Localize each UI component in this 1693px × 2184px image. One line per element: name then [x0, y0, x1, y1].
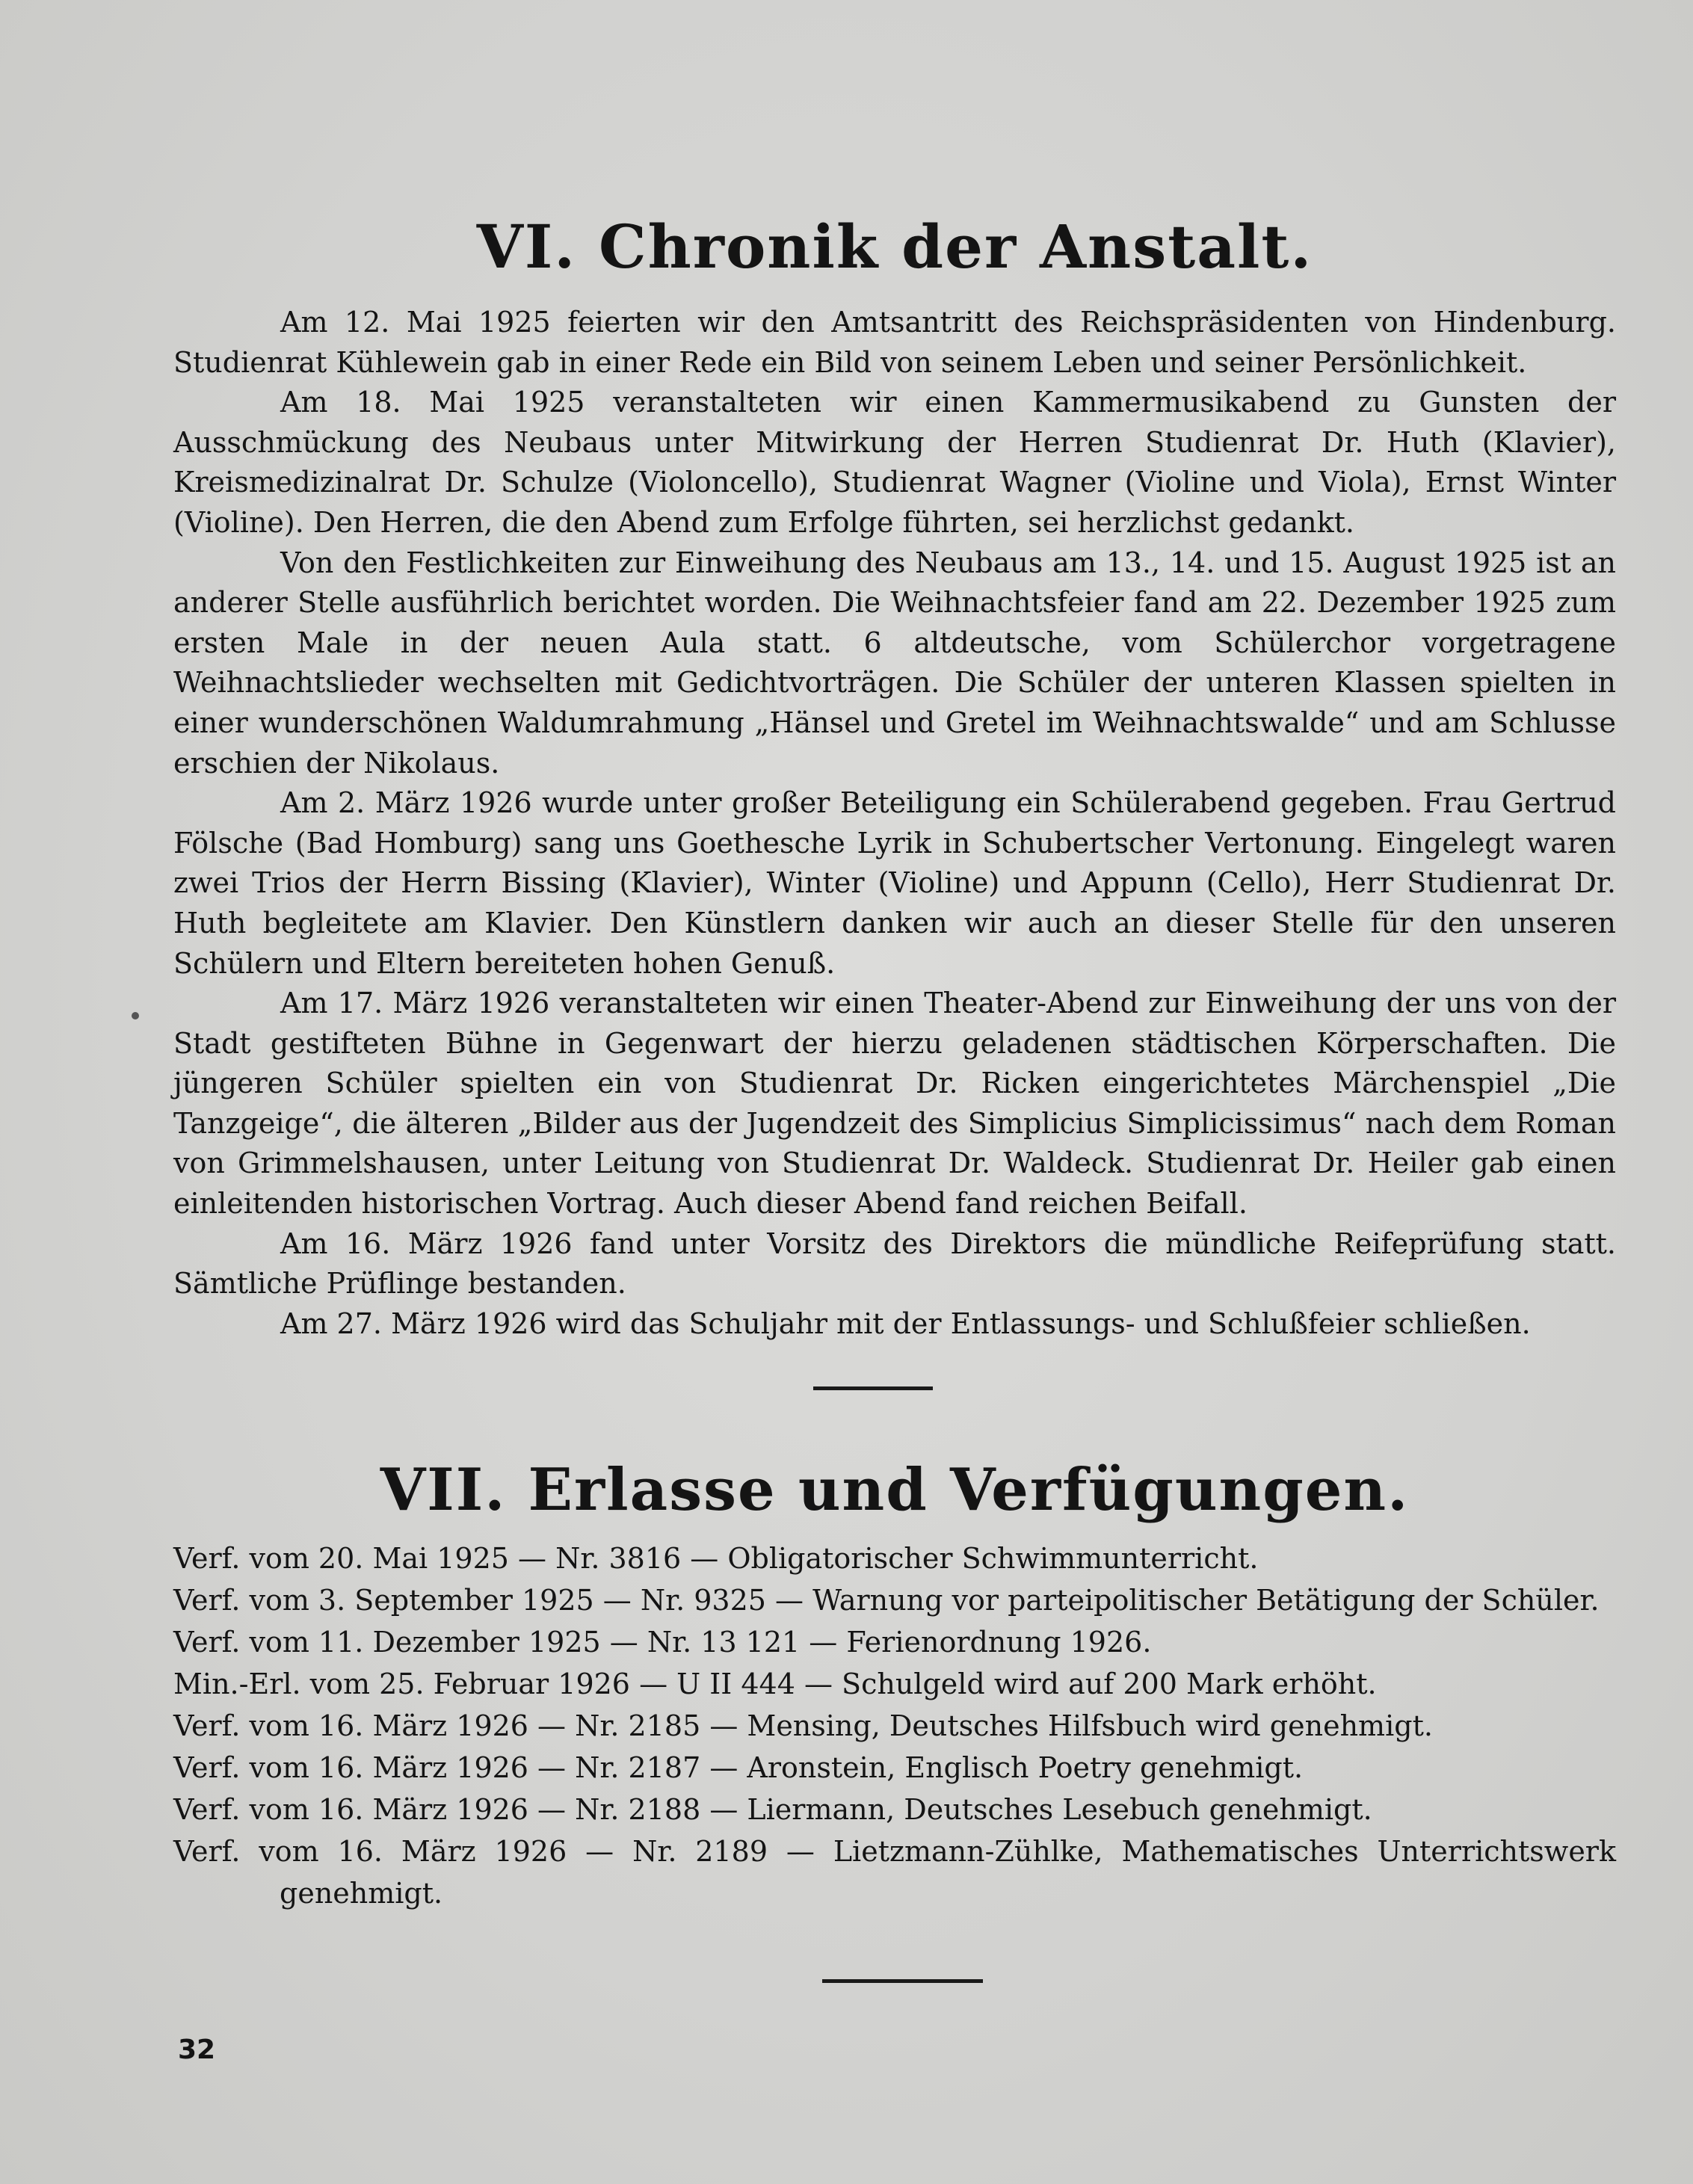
- section-divider: [813, 1386, 933, 1390]
- decree-item: Verf. vom 11. Dezember 1925 — Nr. 13 121 — Ferienordnung 1926.: [173, 1626, 1152, 1659]
- chronicle-paragraph: Am 17. März 1926 veranstalteten wir einen Theater-Abend zur Einweihung der uns von der Stadt gestifteten Bühne in Gegenwart der hierzu geladenen städtischen Körperschaften. Die jüngeren Schüler spielten ein von Studienrat Dr. Ricken eingerichtetes Märchenspiel „Die Tanzgeige“, die älteren „Bilder aus der Jugendzeit des Simplicius Simplicissimus“ nach dem Roman von Grimmelshausen, unter Leitung von Studienrat Dr. Waldeck. Studienrat Dr. Heiler gab einen einleitenden historischen Vortrag. Auch dieser Abend fand reichen Beifall.: [173, 987, 1616, 1221]
- decree-item: Verf. vom 16. März 1926 — Nr. 2187 — Aronstein, Englisch Poetry genehmigt.: [173, 1751, 1304, 1784]
- decree-list: [173, 1537, 1616, 1914]
- section-vi-body: [173, 303, 1616, 1344]
- chronicle-paragraph: Am 2. März 1926 wurde unter großer Beteiligung ein Schülerabend gegeben. Frau Gertrud Fölsche (Bad Homburg) sang uns Goethesche Lyrik in Schubertscher Vertonung. Eingelegt waren zwei Trios der Herrn Bissing (Klavier), Winter (Violine) und Appunn (Cello), Herr Studienrat Dr. Huth begleitete am Klavier. Den Künstlern danken wir auch an dieser Stelle für den unseren Schülern und Eltern bereiteten hohen Genuß.: [173, 786, 1616, 980]
- decree-item: Verf. vom 16. März 1926 — Nr. 2189 — Lietzmann-Zühlke, Mathematisches Unterrichtswerk genehmigt.: [173, 1835, 1616, 1910]
- section-vi-heading: VI. Chronik der Anstalt.: [476, 212, 1313, 282]
- print-speck: [132, 1012, 139, 1019]
- page-number: 32: [178, 2035, 216, 2065]
- section-vii-heading: VII. Erlasse und Verfügungen.: [380, 1456, 1410, 1524]
- chronicle-paragraph: Von den Festlichkeiten zur Einweihung des Neubaus am 13., 14. und 15. August 1925 ist an anderer Stelle ausführlich berichtet worden. Die Weihnachtsfeier fand am 22. Dezember 1925 zum ersten Male in der neuen Aula statt. 6 altdeutsche, vom Schülerchor vorgetragene Weihnachtslieder wechselten mit Gedichtvorträgen. Die Schüler der unteren Klassen spielten in einer wunderschönen Waldumrahmung „Hänsel und Gretel im Weihnachtswalde“ und am Schlusse erschien der Nikolaus.: [173, 546, 1616, 780]
- chronicle-paragraph: Am 12. Mai 1925 feierten wir den Amtsantritt des Reichspräsidenten von Hindenburg. Studienrat Kühlewein gab in einer Rede ein Bild von seinem Leben und seiner Persönlichkeit.: [173, 306, 1616, 379]
- chronicle-paragraph: Am 27. März 1926 wird das Schuljahr mit der Entlassungs- und Schlußfeier schließen.: [280, 1307, 1531, 1340]
- decree-item: Min.-Erl. vom 25. Februar 1926 — U II 444 — Schulgeld wird auf 200 Mark erhöht.: [173, 1668, 1377, 1700]
- chronicle-paragraph: Am 18. Mai 1925 veranstalteten wir einen Kammermusikabend zu Gunsten der Ausschmückung des Neubaus unter Mitwirkung der Herren Studienrat Dr. Huth (Klavier), Kreismedizinalrat Dr. Schulze (Violoncello), Studienrat Wagner (Violine und Viola), Ernst Winter (Violine). Den Herren, die den Abend zum Erfolge führten, sei herzlichst gedankt.: [173, 386, 1616, 539]
- chronicle-paragraph: Am 16. März 1926 fand unter Vorsitz des Direktors die mündliche Reifeprüfung statt. Sämtliche Prüflinge bestanden.: [173, 1227, 1616, 1301]
- decree-item: Verf. vom 16. März 1926 — Nr. 2185 — Mensing, Deutsches Hilfsbuch wird genehmigt.: [173, 1709, 1433, 1742]
- decree-item: Verf. vom 20. Mai 1925 — Nr. 3816 — Obligatorischer Schwimmunterricht.: [173, 1542, 1259, 1575]
- decree-item: Verf. vom 16. März 1926 — Nr. 2188 — Liermann, Deutsches Lesebuch genehmigt.: [173, 1793, 1372, 1826]
- decree-item: Verf. vom 3. September 1925 — Nr. 9325 — Warnung vor parteipolitischer Betätigung der Schüler.: [173, 1584, 1600, 1617]
- end-divider: [822, 1979, 983, 1983]
